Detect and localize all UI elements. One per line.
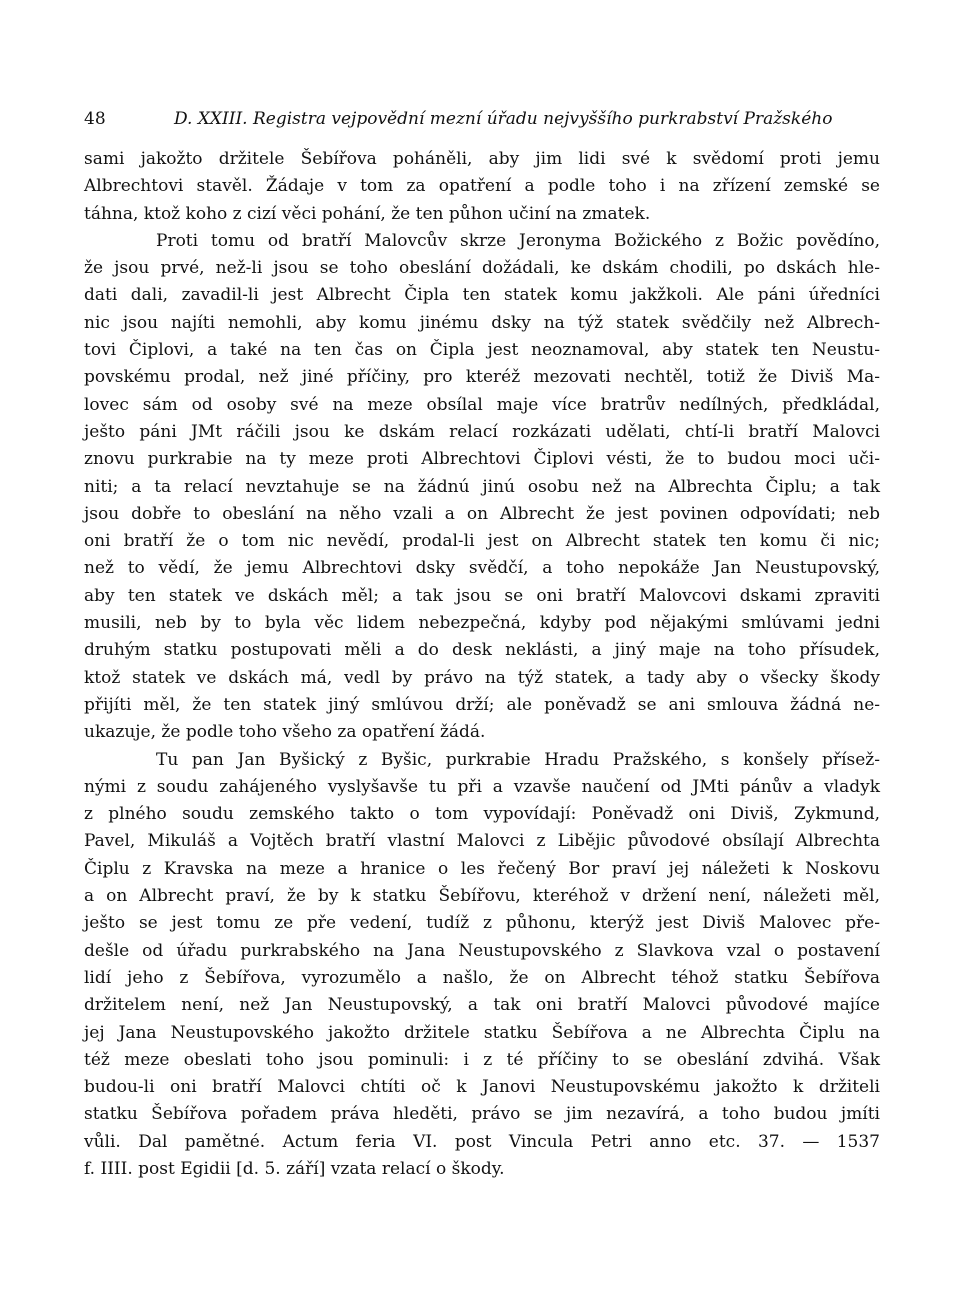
text-line: oni bratří že o tom nic nevědí, prodal-li jest on Albrecht statek ten komu či nic; bbox=[84, 531, 880, 552]
page-header bbox=[84, 104, 880, 134]
text-line: lidí jeho z Šebířova, vyrozumělo a našlo, že on Albrecht téhož statku Šebířova bbox=[84, 967, 880, 988]
text-line: než to vědí, že jemu Albrechtovi dsky svědčí, a toho nepokáže Jan Neustupovský, bbox=[84, 558, 880, 579]
text-line: jej Jana Neustupovského jakožto držitele statku Šebířova a ne Albrechta Čiplu na bbox=[84, 1022, 880, 1043]
text-line: že jsou prvé, než-li jsou se toho obeslání dožádali, ke dskám chodili, po dskách hle- bbox=[84, 258, 880, 279]
text-line: sami jakožto držitele Šebířova poháněli, aby jim lidi své k svědomí proti jemu bbox=[84, 149, 880, 169]
text-line: též meze obeslati toho jsou pominuli: i z té příčiny to se obeslání zdvihá. Však bbox=[84, 1049, 880, 1070]
text-line: druhým statku postupovati měli a do desk neklásti, a jiný maje na toho přísudek, bbox=[84, 640, 880, 661]
text-line: ukazuje, že podle toho všeho za opatření žádá. bbox=[84, 722, 486, 743]
page-number: 48 bbox=[84, 109, 106, 129]
text-line: ješto páni JMt ráčili jsou ke dskám relací rozkázati udělati, chtí-li bratří Malovci bbox=[84, 421, 880, 442]
text-line: Čiplu z Kravska na meze a hranice o les řečený Bor praví jej náležeti k Noskovu bbox=[84, 858, 880, 879]
text-line: přijíti měl, že ten statek jiný smlúvou drží; ale poněvadž se ani smlouva žádná ne- bbox=[84, 694, 880, 715]
text-line: dati dali, zavadil-li jest Albrecht Čipla ten statek komu jakžkoli. Ale páni úředníci bbox=[84, 285, 880, 306]
running-head: D. XXIII. Registra vejpovědní mezní úřadu nejvyššího purkrabství Pražského bbox=[174, 109, 833, 129]
text-line: statku Šebířova pořadem práva hleděti, právo se jim nezavírá, a toho budou jmíti bbox=[84, 1104, 880, 1125]
text-line: nic jsou najíti nemohli, aby komu jinému dsky na týž statek svědčily než Albrech- bbox=[84, 312, 880, 333]
text-line: f. IIII. post Egidii [d. 5. září] vzata relací o škody. bbox=[84, 1158, 505, 1179]
text-line: jsou dobře to obeslání na něho vzali a on Albrecht že jest povinen odpovídati; neb bbox=[84, 503, 880, 524]
text-line: nými z soudu zahájeného vyslyšavše tu při a vzavše naučení od JMti pánův a vladyk bbox=[84, 776, 880, 797]
text-line: lovec sám od osoby své na meze obsílal maje více bratrův nedílných, předkládal, bbox=[84, 394, 880, 415]
text-line: Pavel, Mikuláš a Vojtěch bratří vlastní Malovci z Libějic původové obsílají Albrechta bbox=[84, 831, 880, 852]
text-line: a on Albrecht praví, že by k statku Šebířovu, kteréhož v držení není, náležeti měl, bbox=[84, 886, 880, 907]
text-line: tovi Čiplovi, a také na ten čas on Čipla jest neoznamoval, aby statek ten Neustu- bbox=[84, 340, 880, 361]
text-line: ješto se jest tomu ze pře vedení, tudíž z půhonu, kterýž jest Diviš Malovec pře- bbox=[84, 913, 880, 934]
text-line: držitelem není, než Jan Neustupovský, a tak oni bratří Malovci původové majíce bbox=[84, 995, 880, 1016]
text-line: vůli. Dal pamětné. Actum feria VI. post Vincula Petri anno etc. 37. — 1537 bbox=[84, 1131, 880, 1152]
text-line: znovu purkrabie na ty meze proti Albrechtovi Čiplovi vésti, že to budou moci uči- bbox=[84, 449, 880, 470]
body-text bbox=[84, 146, 880, 1183]
text-line: budou-li oni bratří Malovci chtíti oč k Janovi Neustupovskému jakožto k držiteli bbox=[84, 1077, 880, 1098]
text-line: ktož statek ve dskách má, vedl by právo na týž statek, a tady aby o všecky škody bbox=[84, 667, 880, 688]
text-line: dešle od úřadu purkrabského na Jana Neustupovského z Slavkova vzal o postavení bbox=[84, 940, 880, 961]
text-line: aby ten statek ve dskách měl; a tak jsou se oni bratří Malovcovi dskami zpraviti bbox=[84, 585, 880, 606]
text-line: niti; a ta relací nevztahuje se na žádnú jinú osobu než na Albrechta Čiplu; a tak bbox=[84, 476, 880, 497]
text-line: povskému prodal, než jiné příčiny, pro kteréž mezovati nechtěl, totiž že Diviš Ma- bbox=[84, 367, 880, 388]
text-line: Albrechtovi stavěl. Žádaje v tom za opatření a podle toho i na zřízení zemské se bbox=[84, 176, 880, 197]
text-line: z plného soudu zemského takto o tom vypovídají: Poněvadž oni Diviš, Zykmund, bbox=[84, 804, 880, 825]
text-line: musili, neb by to byla věc lidem nebezpečná, kdyby pod nějakými smlúvami jedni bbox=[84, 613, 880, 634]
text-line: táhna, ktož koho z cizí věci pohání, že ten půhon učiní na zmatek. bbox=[84, 203, 651, 224]
text-line: Proti tomu od bratří Malovcův skrze Jeronyma Božického z Božic povědíno, bbox=[156, 230, 880, 251]
text-line: Tu pan Jan Byšický z Byšic, purkrabie Hradu Pražského, s konšely přísež- bbox=[156, 749, 880, 770]
